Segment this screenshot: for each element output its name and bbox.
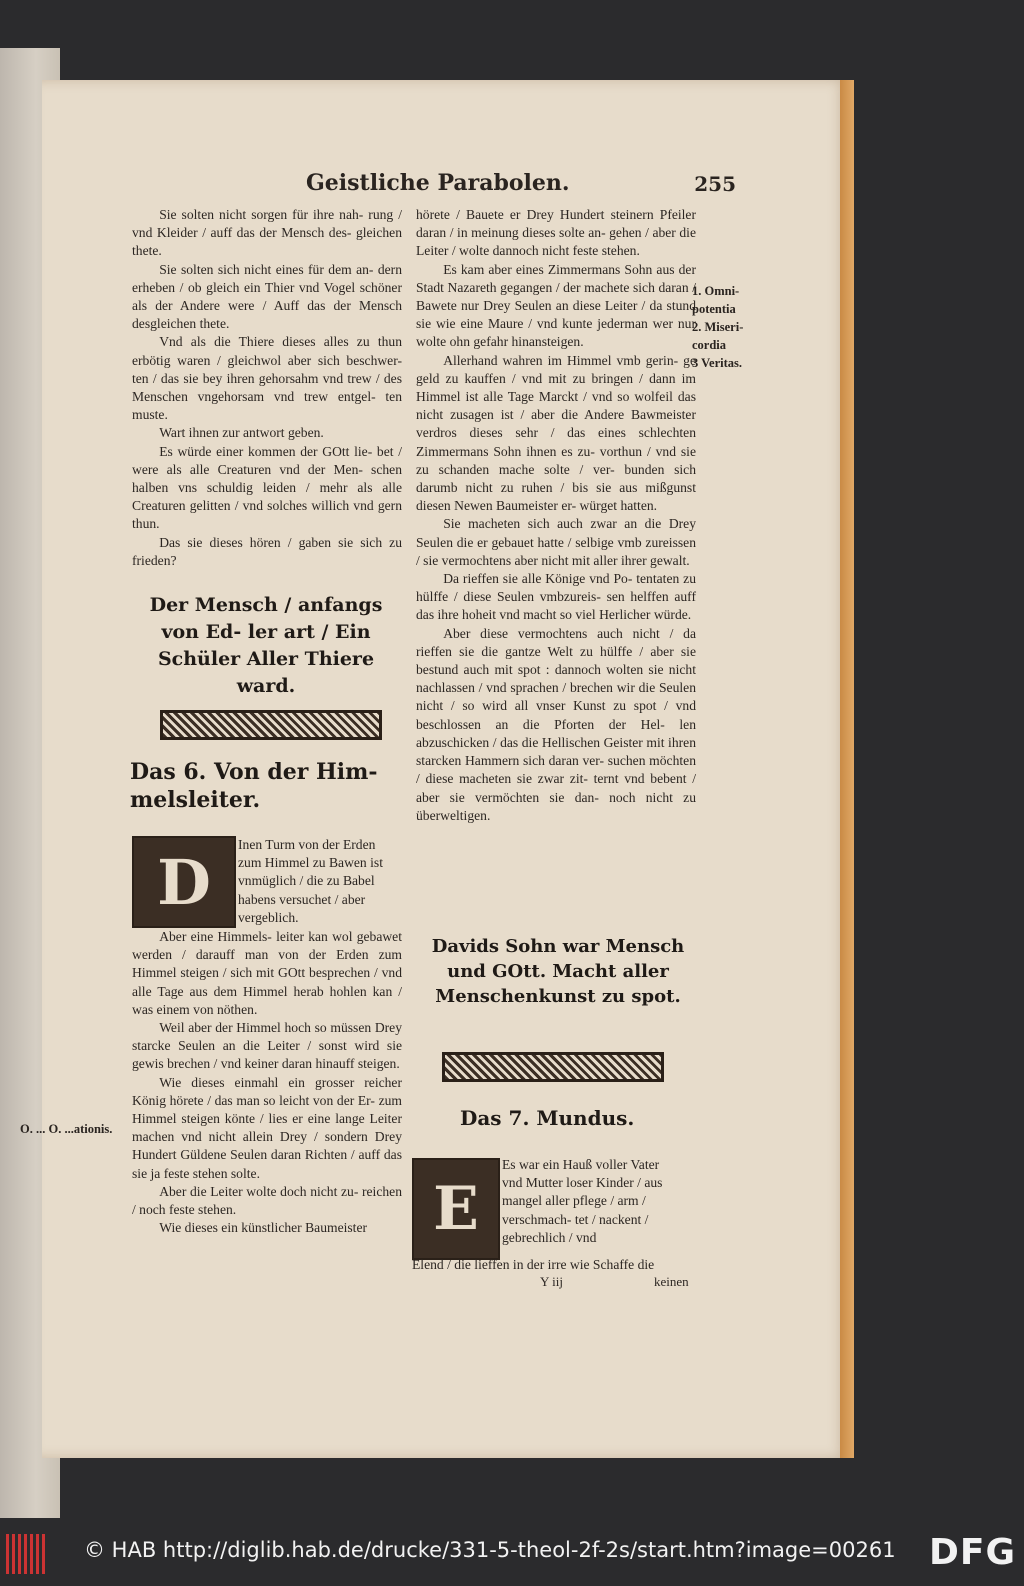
page-header	[306, 170, 736, 204]
drop-cap-text: Es war ein Hauß voller Vater vnd Mutter loser Kinder / aus mangel aller pflege / arm / verschmach- tet / nackent / gebrechlich / vnd	[502, 1157, 663, 1245]
paragraph: Weil aber der Himmel hoch so müssen Drey starcke Seulen an die Leiter / sonst wird sie gewis brechen / vnd keiner daran hinauff steigen.	[132, 1020, 402, 1072]
footer-bar	[0, 1528, 1024, 1586]
marginal-item: 1. Omni- potentia	[692, 284, 740, 316]
paragraph: Aber die Leiter wolte doch nicht zu- reichen / noch feste stehen.	[132, 1183, 402, 1218]
paragraph: Sie solten sich nicht eines für dem an- dern erheben / ob gleich ein Thier vnd Vogel schöner als der Andere were / Auff das der Mensch desgleichen thete.	[132, 261, 402, 332]
ornament-band	[442, 1052, 664, 1082]
decorated-initial: E	[412, 1158, 500, 1260]
dfg-logo: DFG	[928, 1532, 1016, 1573]
page-fore-edge	[840, 80, 854, 1458]
marginal-note-right	[692, 282, 762, 372]
paragraph: Wie dieses einmahl ein grosser reicher König hörete / das man so leicht von der Er- zum Himmel steigen könte / lies er eine lange Leiter machen vnd nicht allein Drey / sondern Drey Hundert Güldene Seulen daran Richten / auff das sie ja feste stehen solte.	[132, 1074, 402, 1181]
left-column-text	[132, 206, 402, 570]
paragraph: Es kam aber eines Zimmermans Sohn aus der Stadt Nazareth gegangen / der machete sich daran / Bawete nur Drey Seulen an diese Leiter / da stund sie wie eine Maure / vnd kunte jederman wer nur wolte ohn gefahr hinansteigen.	[416, 261, 696, 350]
heading-himmelsleiter: Das 6. Von der Him- melsleiter.	[130, 759, 378, 813]
heading-mundus: Das 7. Mundus.	[460, 1106, 635, 1130]
page-number: 255	[694, 172, 736, 196]
left-column-lower-text	[132, 928, 402, 1237]
paragraph: Da rieffen sie alle Könige vnd Po- tentaten zu hülffe / diese Seulen vmbzureis- sen helffen auff das ihre hoheit vnd macht so viel Herlicher würde.	[416, 571, 696, 623]
paragraph: Das sie dieses hören / gaben sie sich zu frieden?	[132, 534, 402, 568]
drop-cap-text: Inen Turm von der Erden zum Himmel zu Bawen ist vnmüglich / die zu Babel habens versuchet / aber vergeblich.	[238, 837, 383, 925]
paragraph: Sie solten nicht sorgen für ihre nah- rung / vnd Kleider / auff das der Mensch des- gleichen thete.	[132, 207, 402, 259]
paragraph: Es würde einer kommen der GOtt lie- bet / were als alle Creaturen vnd der Men- schen halben vns schuldig leiden / mehr als alle Creaturen gelitten / vnd solches willich vnd gern thun.	[132, 443, 402, 532]
paragraph: Aber diese vermochtens auch nicht / da rieffen sie die gantze Welt zu hülffe / aber sie bestund auch mit spot : dannoch wolten sie nicht nachlassen / vnd sprachen / brechen wir die Seulen nicht / so wird all vnser Kunst zu spot / vnd beschlossen an die Pforten der Hel- len abzuschicken / das die Hellischen Geister mit ihren starcken Hammern sich daran ver- suchen möchten / diese macheten sie zwar zit- ternt vnd bebent / aber sie vermöchten sie dan- noch nicht zu überweltigen.	[416, 625, 696, 823]
right-column-last-line: Elend / die lieffen in der irre wie Schaffe die	[412, 1257, 655, 1272]
ornament-band	[160, 710, 382, 740]
signature-mark: Y iij	[540, 1274, 563, 1289]
paragraph: Wie dieses ein künstlicher Baumeister	[159, 1220, 368, 1236]
paragraph: Sie macheten sich auch zwar an die Drey Seulen die er gebauet hatte / selbige vmb zureissen / sie vermochtens aber nicht mit aller ihrer gewalt.	[416, 516, 696, 568]
paragraph: Allerhand wahren im Himmel vmb gerin- ge geld zu kauffen / vnd mit zu bringen / dann im Himmel ist alle Tage Marckt / vnd so wolfeil das nicht zusagen ist / aber die Andere Bawmeister verdros dieses sehr / das eines schlechten Zimmermans Sohn ihnen es zu- vorthun / vnd sie zu schanden mache solte / ver- bunden sich darumb nicht zu ruhen / bis sie aus mißgunst diesen Newen Baumeister er- würget hatten.	[416, 352, 696, 514]
hab-logo-icon	[6, 1534, 46, 1574]
marginal-item: 2. Miseri- cordia	[692, 320, 744, 352]
heading-mensch: Der Mensch / anfangs von Ed- ler art / Ein Schüler Aller Thiere ward.	[149, 594, 383, 697]
paragraph: Vnd als die Thiere dieses alles zu thun erbötig waren / gleichwol aber sich beschwer- ten / das sie bey ihren gehorsahm vnd trew / des Menschen vngehorsam vnd trew entgel- ten muste.	[132, 334, 402, 423]
paragraph: hörete / Bauete er Drey Hundert steinern Pfeiler daran / in meinung dieses solte an- gehen / aber die Leiter / wolte dannoch nicht feste stehen.	[416, 207, 696, 259]
decorated-initial: D	[132, 836, 236, 928]
heading-davids-sohn: Davids Sohn war Mensch und GOtt. Macht aller Menschenkunst zu spot.	[431, 936, 685, 1007]
paragraph: Aber eine Himmels- leiter kan wol gebawet werden / darauff man von der Erden zum Himmel steigen / sich mit GOtt besprechen / vnd alle Tage aus dem Himmel herab hohlen kan / was einem von nöthen.	[132, 929, 402, 1017]
marginal-note-left: O. ... O. ...ationis.	[20, 1122, 113, 1136]
paragraph: Wart ihnen zur antwort geben.	[159, 425, 324, 441]
marginal-item: 3 Veritas.	[692, 356, 742, 370]
right-column-text	[416, 206, 696, 825]
running-title: Geistliche Parabolen.	[306, 170, 570, 196]
footer-copyright-link[interactable]: © HAB http://diglib.hab.de/drucke/331-5-theol-2f-2s/start.htm?image=00261	[84, 1538, 896, 1562]
catchword: keinen	[654, 1274, 689, 1289]
